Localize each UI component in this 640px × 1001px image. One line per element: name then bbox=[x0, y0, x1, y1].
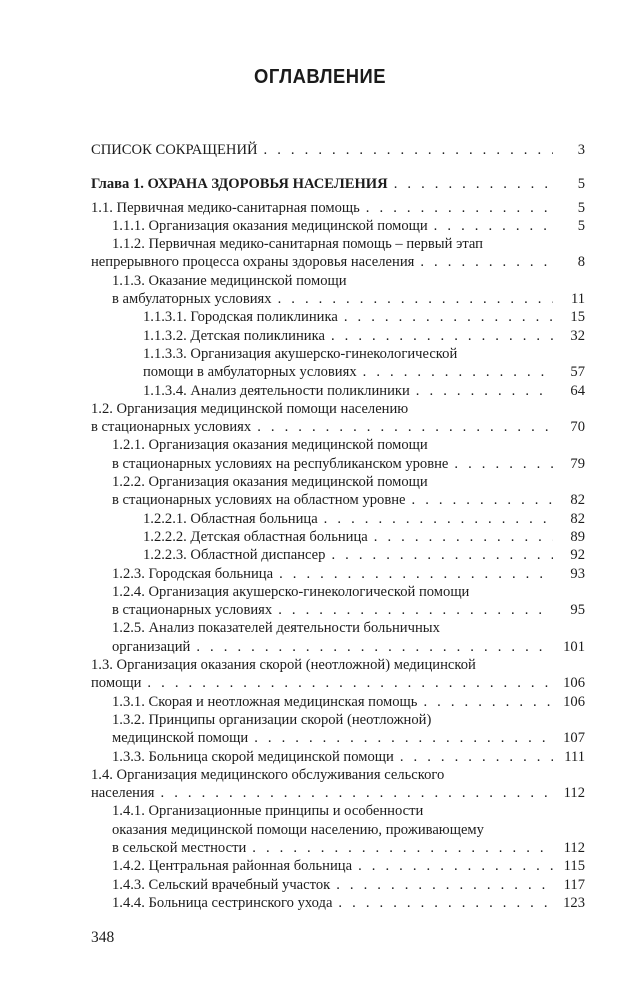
toc-entry-text: 1.1.3.4. Анализ деятельности поликлиники bbox=[143, 382, 410, 399]
toc-entry-text: в стационарных условиях на областном уровне bbox=[112, 492, 406, 509]
toc-page-number: 112 bbox=[563, 839, 585, 856]
toc-page-number: 64 bbox=[570, 382, 585, 399]
dot-leader bbox=[336, 876, 553, 894]
toc-entry-text: 1.2.3. Городская больница bbox=[112, 565, 274, 582]
dot-leader bbox=[252, 839, 553, 857]
toc-entry-text: 1.1.3.2. Детская поликлиника bbox=[143, 327, 325, 344]
dot-leader bbox=[161, 784, 553, 802]
toc-entry-text: помощи в амбулаторных условиях bbox=[143, 364, 357, 381]
toc-entry-1-3-3[interactable] bbox=[91, 748, 585, 766]
dot-leader bbox=[344, 308, 553, 326]
toc-entry-text: организаций bbox=[112, 638, 191, 655]
toc-entry-1-3-2[interactable] bbox=[91, 711, 585, 748]
toc-entry-text: 1.3.1. Скорая и неотложная медицинская помощь bbox=[112, 693, 418, 710]
toc-page-number: 57 bbox=[570, 364, 585, 381]
dot-leader bbox=[423, 693, 553, 711]
toc-entry-text: 1.1.1. Организация оказания медицинской помощи bbox=[112, 217, 428, 234]
toc-page-number: 11 bbox=[570, 291, 585, 308]
toc-entry-1-1-1[interactable] bbox=[91, 217, 585, 235]
toc-page-number: 117 bbox=[563, 876, 585, 893]
toc-entry-text: медицинской помощи bbox=[112, 730, 249, 747]
toc-entry-1-2-2-1[interactable] bbox=[91, 510, 585, 528]
toc-entry-text: помощи bbox=[91, 675, 142, 692]
toc-entry-text: 1.3. Организация оказания скорой (неотложной) медицинской bbox=[91, 657, 476, 674]
toc-entry-text: 1.4. Организация медицинского обслуживания сельского bbox=[91, 766, 445, 783]
dot-leader bbox=[324, 510, 553, 528]
dot-leader bbox=[394, 175, 553, 193]
dot-leader bbox=[331, 327, 553, 345]
table-of-contents bbox=[91, 141, 585, 912]
dot-leader bbox=[147, 674, 553, 692]
dot-leader bbox=[278, 601, 553, 619]
toc-page-number: 123 bbox=[563, 894, 585, 911]
toc-entry-1-2-3[interactable] bbox=[91, 565, 585, 583]
dot-leader bbox=[366, 199, 553, 217]
toc-page-number: 111 bbox=[564, 748, 585, 765]
toc-entry-text: Глава 1. ОХРАНА ЗДОРОВЬЯ НАСЕЛЕНИЯ bbox=[91, 176, 388, 193]
page-number: 348 bbox=[91, 929, 115, 946]
toc-entry-1-1-2[interactable] bbox=[91, 235, 585, 272]
toc-entry-text: оказания медицинской помощи населению, проживающему bbox=[112, 821, 484, 838]
toc-entry-text: 1.3.3. Больница скорой медицинской помощи bbox=[112, 748, 394, 765]
toc-page-number: 112 bbox=[563, 785, 585, 802]
toc-entry-text: 1.2.2.3. Областной диспансер bbox=[143, 547, 326, 564]
toc-page-number: 82 bbox=[570, 510, 585, 527]
dot-leader bbox=[331, 546, 553, 564]
toc-page-number: 82 bbox=[570, 492, 585, 509]
toc-page-number: 5 bbox=[577, 199, 585, 216]
toc-page-number: 3 bbox=[577, 142, 585, 158]
toc-entry-text: 1.1.2. Первичная медико-санитарная помощь – первый этап bbox=[112, 236, 483, 253]
toc-entry-1-2[interactable] bbox=[91, 400, 585, 437]
toc-entry-text: 1.4.4. Больница сестринского ухода bbox=[112, 894, 333, 911]
toc-entry-1-1-3[interactable] bbox=[91, 272, 585, 309]
toc-entry-text: 1.2. Организация медицинской помощи населению bbox=[91, 400, 409, 417]
toc-page-number: 8 bbox=[577, 254, 585, 271]
toc-page-number: 101 bbox=[563, 638, 585, 655]
dot-leader bbox=[454, 455, 553, 473]
toc-entry-1-1-3-2[interactable] bbox=[91, 327, 585, 345]
toc-page-number: 70 bbox=[570, 419, 585, 436]
page-title: ОГЛАВЛЕНИЕ bbox=[254, 66, 386, 88]
dot-leader bbox=[254, 729, 553, 747]
toc-entry-1-2-5[interactable] bbox=[91, 619, 585, 656]
toc-entry-chapter-1[interactable] bbox=[91, 175, 585, 193]
toc-entry-text: в стационарных условиях bbox=[112, 602, 273, 619]
toc-entry-text: непрерывного процесса охраны здоровья населения bbox=[91, 254, 415, 271]
toc-entry-1-1-3-1[interactable] bbox=[91, 308, 585, 326]
dot-leader bbox=[416, 382, 553, 400]
toc-entry-1-2-2-3[interactable] bbox=[91, 546, 585, 564]
toc-entry-abbreviations[interactable] bbox=[91, 141, 585, 159]
toc-entry-text: в стационарных условиях на республиканском уровне bbox=[112, 455, 449, 472]
toc-page-number: 5 bbox=[577, 176, 585, 193]
toc-entry-text: 1.2.2. Организация оказания медицинской помощи bbox=[112, 474, 428, 491]
toc-page-number: 89 bbox=[570, 528, 585, 545]
toc-entry-1-2-4[interactable] bbox=[91, 583, 585, 620]
dot-leader bbox=[358, 857, 553, 875]
toc-entry-text: в стационарных условиях bbox=[91, 419, 252, 436]
toc-entry-text: населения bbox=[91, 785, 155, 802]
dot-leader bbox=[264, 141, 553, 159]
toc-page-number: 93 bbox=[570, 565, 585, 582]
dot-leader bbox=[279, 565, 553, 583]
toc-page-number: 115 bbox=[563, 858, 585, 875]
dot-leader bbox=[374, 528, 553, 546]
toc-entry-text: 1.1.3. Оказание медицинской помощи bbox=[112, 272, 347, 289]
toc-entry-text: 1.4.1. Организационные принципы и особенности bbox=[112, 803, 424, 820]
toc-entry-1-3-1[interactable] bbox=[91, 693, 585, 711]
dot-leader bbox=[338, 894, 553, 912]
toc-page-number: 92 bbox=[570, 547, 585, 564]
toc-entry-text: 1.4.2. Центральная районная больница bbox=[112, 858, 353, 875]
toc-entry-text: в сельской местности bbox=[112, 839, 247, 856]
dot-leader bbox=[412, 491, 553, 509]
dot-leader bbox=[420, 253, 553, 271]
dot-leader bbox=[257, 418, 553, 436]
dot-leader bbox=[400, 748, 553, 766]
toc-entry-1-2-2[interactable] bbox=[91, 473, 585, 510]
dot-leader bbox=[196, 638, 553, 656]
toc-page-number: 15 bbox=[570, 309, 585, 326]
toc-page-number: 106 bbox=[563, 675, 585, 692]
toc-entry-1-1-3-3[interactable] bbox=[91, 345, 585, 382]
dot-leader bbox=[278, 290, 553, 308]
dot-leader bbox=[434, 217, 553, 235]
toc-entry-1-1-3-4[interactable] bbox=[91, 382, 585, 400]
toc-entry-text: 1.1.3.3. Организация акушерско-гинекологической bbox=[143, 345, 458, 362]
toc-entry-1-2-1[interactable] bbox=[91, 436, 585, 473]
toc-entry-1-4-3[interactable] bbox=[91, 876, 585, 894]
toc-entry-text: 1.4.3. Сельский врачебный участок bbox=[112, 876, 331, 893]
toc-entry-text: СПИСОК СОКРАЩЕНИЙ bbox=[91, 142, 258, 158]
toc-page-number: 32 bbox=[570, 327, 585, 344]
toc-entry-text: 1.2.2.2. Детская областная больница bbox=[143, 528, 368, 545]
toc-page-number: 107 bbox=[563, 730, 585, 747]
toc-entry-text: 1.3.2. Принципы организации скорой (неотложной) bbox=[112, 711, 432, 728]
toc-entry-1-4-2[interactable] bbox=[91, 857, 585, 875]
toc-entry-1-2-2-2[interactable] bbox=[91, 528, 585, 546]
toc-page-number: 79 bbox=[570, 455, 585, 472]
dot-leader bbox=[363, 363, 553, 381]
toc-entry-text: 1.1. Первичная медико-санитарная помощь bbox=[91, 199, 360, 216]
toc-page-number: 5 bbox=[577, 217, 585, 234]
toc-entry-1-4[interactable] bbox=[91, 766, 585, 803]
toc-entry-text: 1.2.5. Анализ показателей деятельности больничных bbox=[112, 620, 440, 637]
toc-entry-text: в амбулаторных условиях bbox=[112, 291, 272, 308]
toc-page-number: 106 bbox=[563, 693, 585, 710]
toc-entry-1-1[interactable] bbox=[91, 199, 585, 217]
toc-entry-1-4-4[interactable] bbox=[91, 894, 585, 912]
toc-page-number: 95 bbox=[570, 602, 585, 619]
toc-entry-1-4-1[interactable] bbox=[91, 802, 585, 857]
toc-entry-text: 1.2.2.1. Областная больница bbox=[143, 510, 318, 527]
toc-entry-text: 1.2.4. Организация акушерско-гинекологической помощи bbox=[112, 583, 470, 600]
toc-entry-text: 1.2.1. Организация оказания медицинской помощи bbox=[112, 437, 428, 454]
toc-entry-text: 1.1.3.1. Городская поликлиника bbox=[143, 309, 338, 326]
toc-entry-1-3[interactable] bbox=[91, 656, 585, 693]
